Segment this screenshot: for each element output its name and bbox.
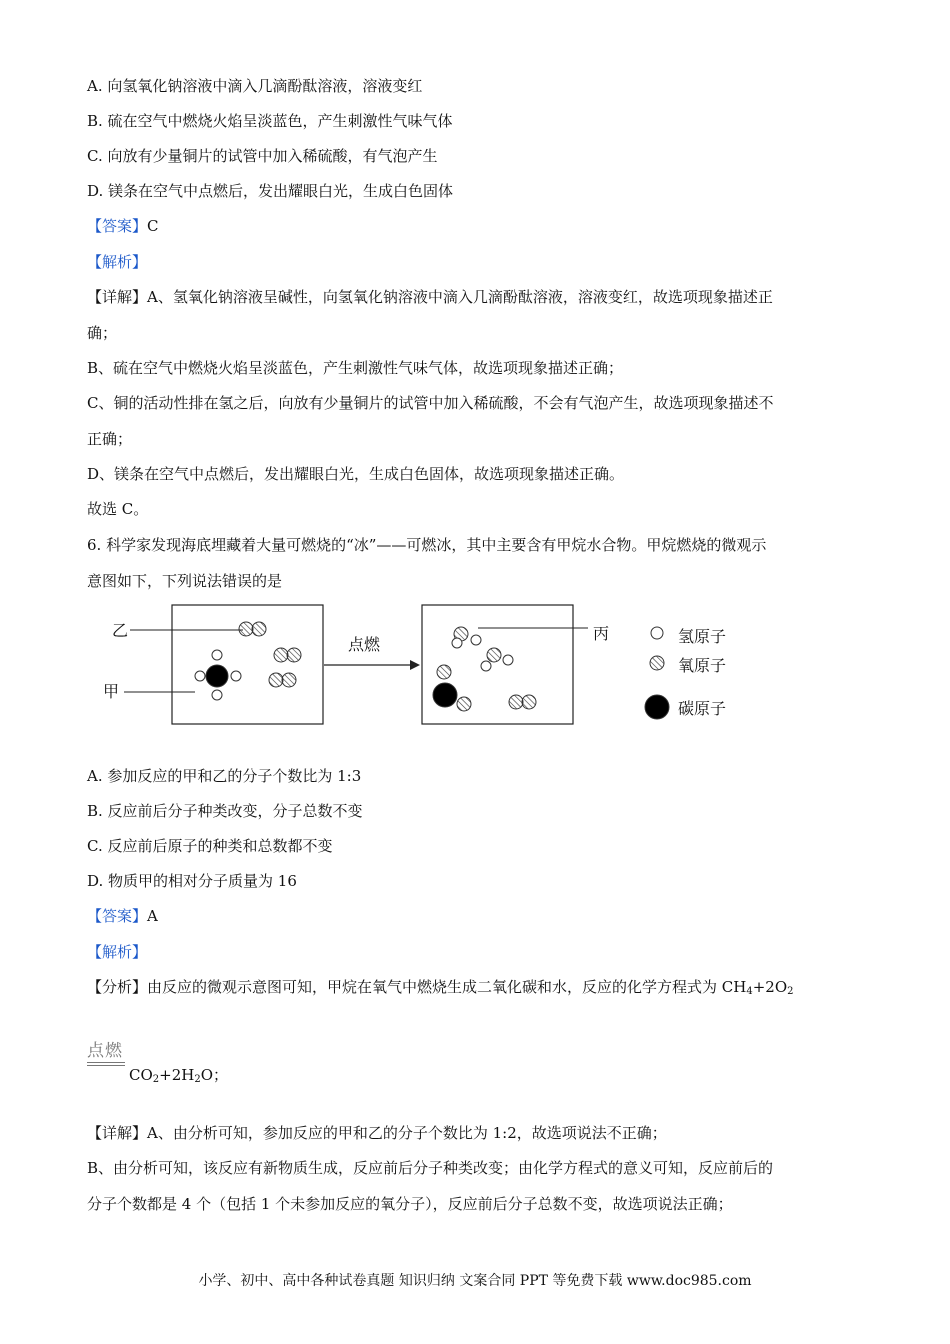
answer-tag: 【答案】 — [87, 217, 148, 235]
q6-detail-b: B、由分析可知，该反应有新物质生成，反应前后分子种类改变；由化学方程式的意义可知，反应前后的 — [87, 1159, 774, 1177]
product-co-sub: 2 — [152, 1074, 160, 1085]
legend-c-symbol — [645, 695, 669, 719]
legend-h-symbol — [651, 627, 663, 639]
reactant-particles — [195, 622, 301, 700]
arrow-label: 点燃 — [348, 635, 381, 654]
fenxi-end: +2O — [752, 978, 788, 996]
fenxi-sub: 4 — [746, 986, 753, 997]
product-h-sub: 2 — [194, 1074, 201, 1085]
answer-tag: 【答案】 — [87, 907, 148, 925]
methane-combustion-diagram — [100, 598, 800, 733]
product-co: CO — [129, 1066, 153, 1084]
detail-tag: 【详解】 — [87, 1124, 148, 1142]
detail-tag: 【详解】 — [87, 288, 148, 306]
q5-option-b: B. 硫在空气中燃烧火焰呈淡蓝色，产生刺激性气味气体 — [87, 112, 453, 130]
q6-option-b: B. 反应前后分子种类改变，分子总数不变 — [87, 802, 363, 820]
q5-option-a: A. 向氢氧化钠溶液中滴入几滴酚酞溶液，溶液变红 — [87, 77, 423, 95]
q5-detail-a-cont: 确； — [87, 324, 118, 342]
legend-o-label: 氧原子 — [678, 656, 727, 675]
q6-detail-b-cont: 分子个数都是 4 个（包括 1 个未参加反应的氧分子），反应前后分子总数不变，故选项说法正确； — [87, 1195, 733, 1213]
label-yi: 乙 — [112, 621, 129, 640]
q6-option-c: C. 反应前后原子的种类和总数都不变 — [87, 837, 333, 855]
reaction-arrow-head — [410, 660, 420, 670]
q6-stem-line-2: 意图如下，下列说法错误的是 — [87, 572, 283, 590]
detail-text: A、由分析可知，参加反应的甲和乙的分子个数比为 1:2，故选项说法不正确； — [147, 1124, 667, 1142]
legend-o-symbol — [650, 656, 664, 670]
detail-text: A、氢氧化钠溶液呈碱性，向氢氧化钠溶液中滴入几滴酚酞溶液，溶液变红，故选项现象描述正 — [147, 288, 773, 306]
q6-answer — [87, 906, 158, 926]
q5-conclusion: 故选 C。 — [87, 500, 149, 518]
product-particles — [433, 627, 536, 711]
product-h: +2H — [159, 1066, 195, 1084]
answer-value: A — [147, 907, 158, 925]
answer-value: C — [147, 217, 159, 235]
q5-detail-c: C、铜的活动性排在氢之后，向放有少量铜片的试管中加入稀硫酸，不会有气泡产生，故选项现象描述不 — [87, 394, 774, 412]
fenxi-tag: 【分析】 — [87, 978, 148, 996]
q5-analysis-tag: 【解析】 — [87, 253, 148, 271]
label-jia: 甲 — [103, 682, 120, 701]
q5-answer — [87, 216, 159, 236]
q5-detail-b: B、硫在空气中燃烧火焰呈淡蓝色，产生刺激性气味气体，故选项现象描述正确； — [87, 359, 624, 377]
q6-detail-a — [87, 1123, 667, 1143]
equation-condition: 点燃 — [87, 1041, 123, 1061]
q6-option-a: A. 参加反应的甲和乙的分子个数比为 1:3 — [87, 767, 362, 785]
equation-double-rule — [87, 1062, 125, 1066]
legend-symbols — [645, 627, 669, 719]
q5-detail-d: D、镁条在空气中点燃后，发出耀眼白光，生成白色固体，故选项现象描述正确。 — [87, 465, 625, 483]
equation-block — [87, 1036, 229, 1085]
q5-detail-c-cont: 正确； — [87, 430, 133, 448]
q5-detail-a — [87, 287, 773, 307]
q6-fenxi — [87, 977, 794, 997]
fenxi-end-sub: 2 — [787, 986, 794, 997]
q5-option-d: D. 镁条在空气中点燃后，发出耀眼白光，生成白色固体 — [87, 182, 454, 200]
legend-c-label: 碳原子 — [678, 699, 727, 718]
product-o: O； — [200, 1066, 229, 1084]
q6-analysis-tag: 【解析】 — [87, 943, 148, 961]
q6-stem-line-1: 6. 科学家发现海底埋藏着大量可燃烧的“冰”——可燃冰，其中主要含有甲烷水合物。甲烷燃烧的微观示 — [87, 536, 767, 554]
equation-products — [129, 1064, 228, 1085]
q5-option-c: C. 向放有少量铜片的试管中加入稀硫酸，有气泡产生 — [87, 147, 438, 165]
label-bing: 丙 — [593, 624, 610, 643]
page-footer: 小学、初中、高中各种试卷真题 知识归纳 文案合同 PPT 等免费下载 www.doc985.com — [198, 1273, 752, 1289]
q6-option-d: D. 物质甲的相对分子质量为 16 — [87, 872, 297, 890]
fenxi-text: 由反应的微观示意图可知，甲烷在氧气中燃烧生成二氧化碳和水，反应的化学方程式为 CH — [147, 978, 747, 996]
legend-h-label: 氢原子 — [678, 627, 727, 646]
